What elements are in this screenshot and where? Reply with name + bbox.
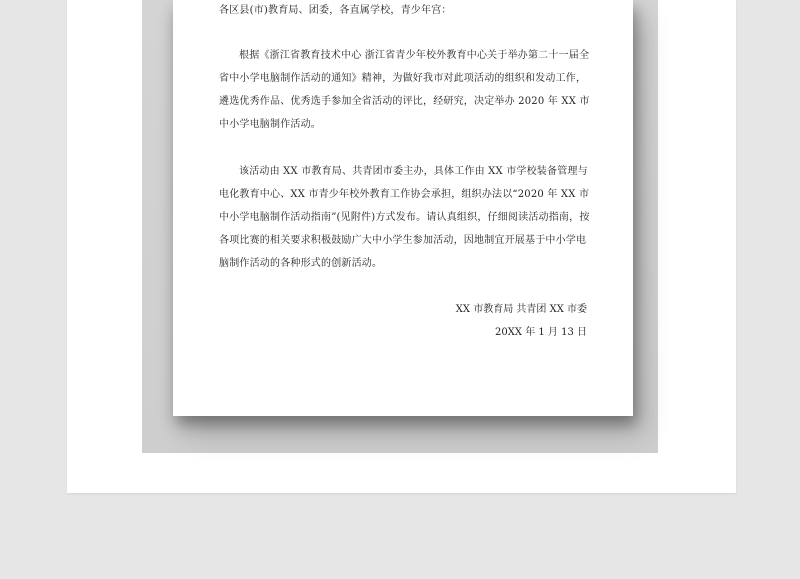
paragraph-1: 根据《浙江省教育技术中心 浙江省青少年校外教育中心关于举办第二十一届全省中小学电脑制作活动的通知》精神，为做好我市对此项活动的组织和发动工作，遴选优秀作品、优秀选手参加全省活动的评比，经研究，决定举办 2020 年 XX 市中小学电脑制作活动。 (219, 50, 590, 130)
paragraph-2: 该活动由 XX 市教育局、共青团市委主办，具体工作由 XX 市学校装备管理与电化教育中心、XX 市青少年校外教育工作协会承担，组织办法以“2020 年 XX 市中小学电脑制作活动指南”(见附件)方式发布。请认真组织，仔细阅读活动指南，按各项比赛的相关要求积极鼓励广大中小学生参加活动，因地制宜开展基于中小学电脑制作活动的各种形式的创新活动。 (219, 166, 590, 269)
salutation-line: 各区县(市)教育局、团委，各直属学校，青少年宫： (219, 5, 452, 16)
signature-organization: XX 市教育局 共青团 XX 市委 (455, 304, 587, 315)
signature-date: 20XX 年 1 月 13 日 (495, 327, 587, 338)
